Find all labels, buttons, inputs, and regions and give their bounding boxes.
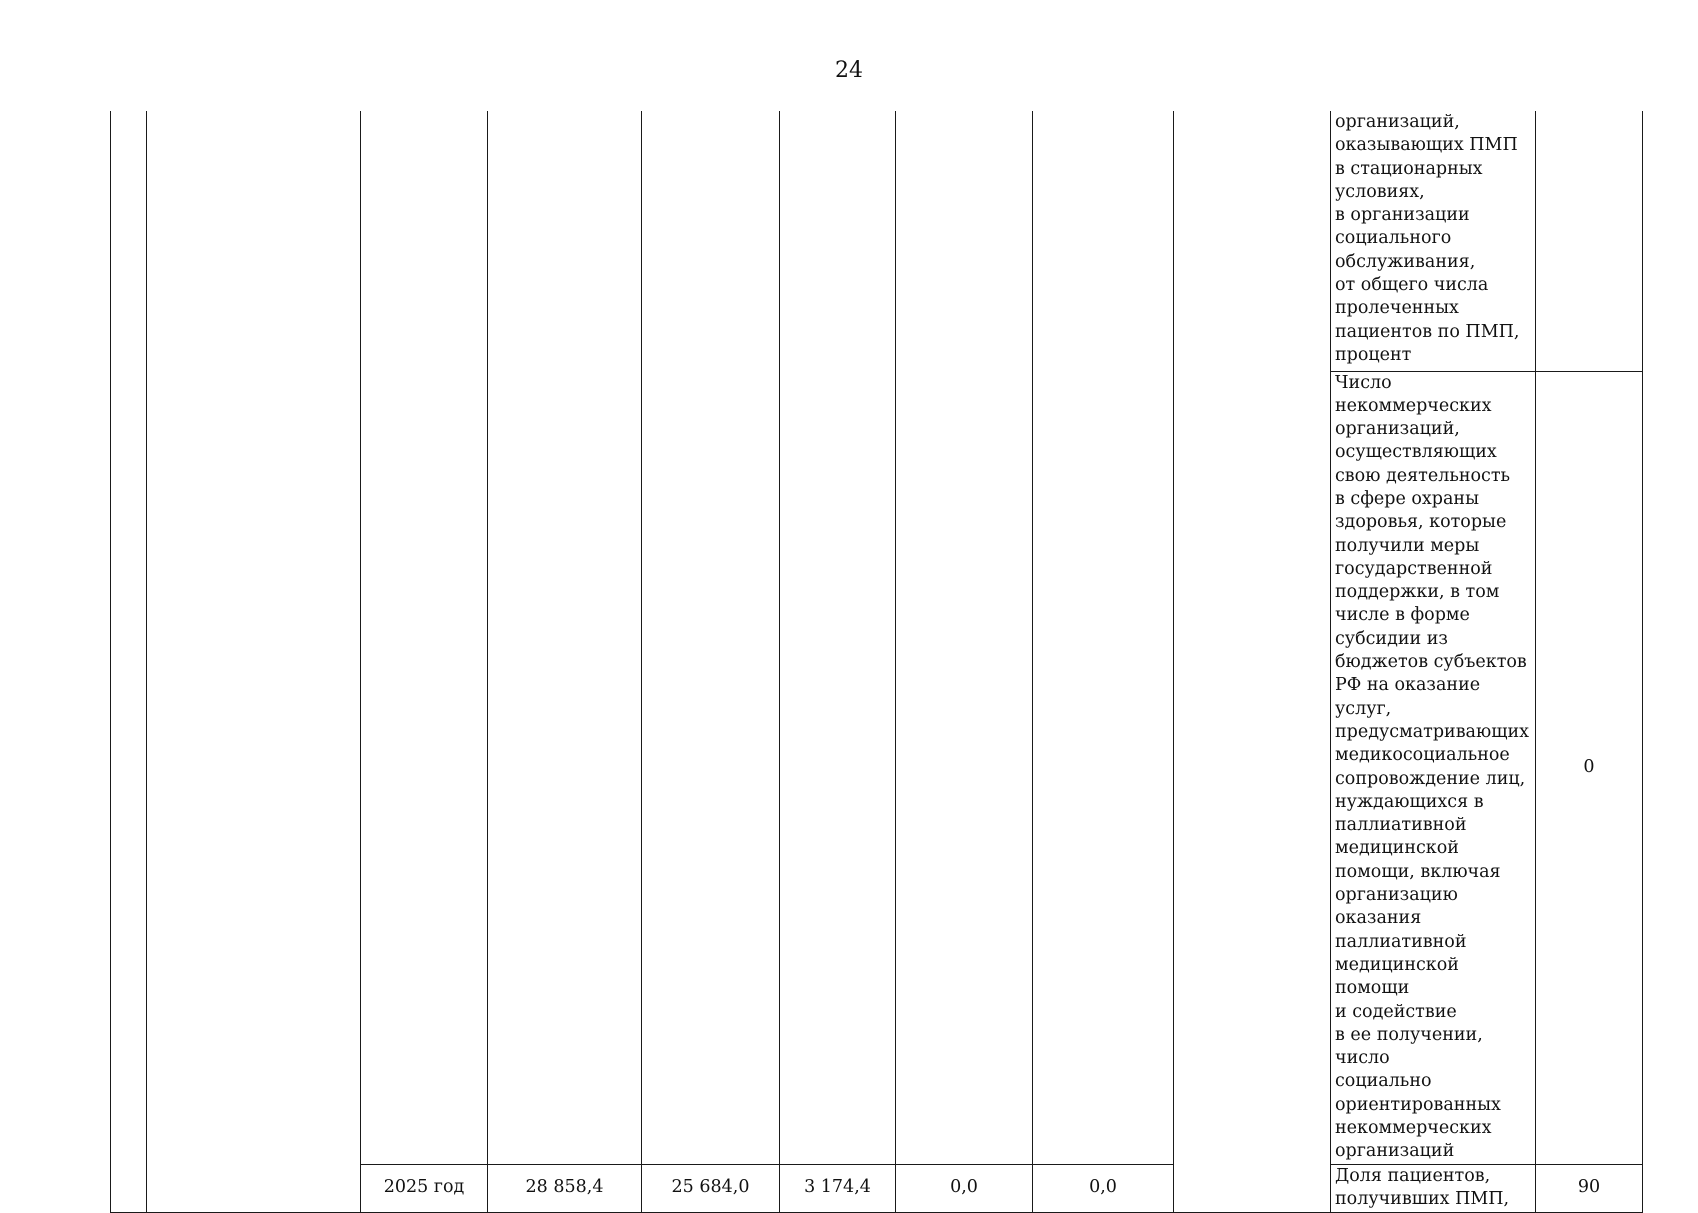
indicator-name-cell: Число некоммерческих организаций, осуществляющих свою деятельность в сфере охраны здоровья, которые получили меры государственной поддержки, в том числе в форме субсидии из бюджетов субъектов РФ на оказание услуг, предусматривающих медикосоциальное сопровождение лиц, нуждающихся в паллиативной медицинской помощи, включая организацию оказания паллиативной медицинской помощи и содействие в ее получении, число социально ориентированных некоммерческих организаций (1331, 371, 1536, 1164)
regional-column-cell (780, 111, 896, 1164)
executor-column-cell (1174, 111, 1331, 1212)
regional-amount-cell: 3 174,4 (780, 1164, 896, 1212)
event-name-column-cell (147, 111, 361, 1212)
index-column-cell (111, 111, 147, 1212)
municipal-column-cell (896, 111, 1033, 1164)
municipal-amount-cell: 0,0 (896, 1164, 1033, 1212)
year-cell: 2025 год (361, 1164, 488, 1212)
indicator-name-cell: организаций, оказывающих ПМП в стационарных условиях, в организации социального обслуживания, от общего числа пролеченных пациентов по ПМП, процент (1331, 111, 1536, 371)
total-column-cell (488, 111, 642, 1164)
indicator-name-cell: Доля пациентов, получивших ПМП, (1331, 1164, 1536, 1212)
federal-column-cell (642, 111, 780, 1164)
indicator-value-cell: 90 (1536, 1164, 1643, 1212)
period-column-cell (361, 111, 488, 1164)
table-row (111, 111, 1643, 371)
other-amount-cell: 0,0 (1033, 1164, 1174, 1212)
other-sources-column-cell (1033, 111, 1174, 1164)
page-number: 24 (835, 58, 863, 83)
program-table (110, 111, 1643, 1213)
indicator-value-cell: 0 (1536, 371, 1643, 1164)
indicator-value-cell (1536, 111, 1643, 371)
total-amount-cell: 28 858,4 (488, 1164, 642, 1212)
federal-amount-cell: 25 684,0 (642, 1164, 780, 1212)
